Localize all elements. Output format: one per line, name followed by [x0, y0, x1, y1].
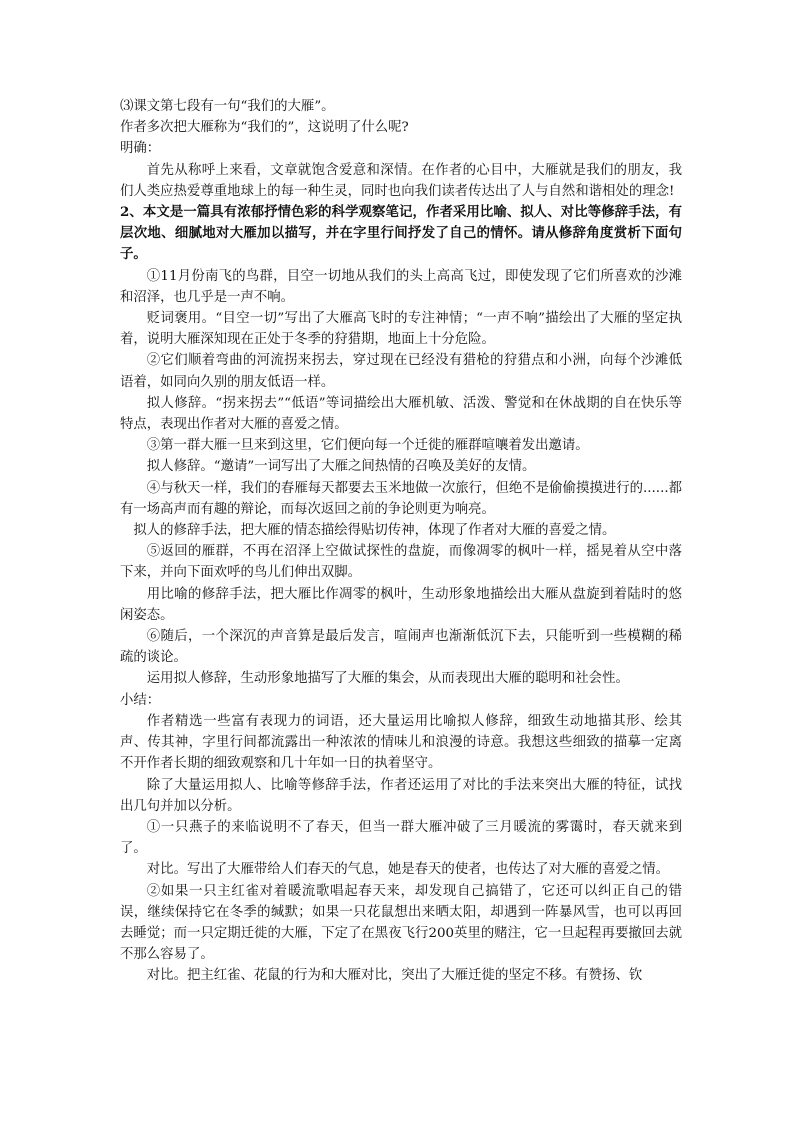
sentence-2: ②它们顺着弯曲的河流拐来拐去，穿过现在已经没有猎枪的狩猎点和小洲，向每个沙滩低语着，如同向久别的朋友低语一样。 — [120, 353, 682, 390]
contrast-analysis-1: 对比。写出了大雁带给人们春天的气息，她是春天的使者，也传达了对大雁的喜爱之情。 — [146, 862, 670, 878]
summary-text: 作者精选一些富有表现力的词语，还大量运用比喻拟人修辞，细致生动地描其形、绘其声、传其神，字里行间都流露出一种浓浓的情味儿和浪漫的诗意。我想这些细致的描摹一定离不开作者长期的细致观察和几十年如一日的执着坚守。 — [120, 713, 682, 772]
analysis-1: 贬词褒用。“目空一切”写出了大雁高飞时的专注神情；“一声不响”描绘出了大雁的坚定执着，说明大雁深知现在正处于冬季的狩猎期，地面上十分危险。 — [120, 311, 682, 348]
document-page — [120, 96, 682, 987]
item-2-intro: 2、本文是一篇具有浓郁抒情色彩的科学观察笔记，作者采用比喻、拟人、对比等修辞手法，有层次地、细腻地对大雁加以描写，并在字里行间抒发了自己的情怀。请从修辞角度赏析下面句子。 — [120, 204, 682, 263]
sentence-4: ④与秋天一样，我们的春雁每天都要去玉米地做一次旅行，但绝不是偷偷摸摸进行的......都有一场高声而有趣的辩论，而每次返回之前的争论则更为响亮。 — [120, 480, 682, 517]
contrast-sentence-2: ②如果一只主红雀对着暖流歌唱起春天来，却发现自己搞错了，它还可以纠正自己的错误，继续保持它在冬季的缄默；如果一只花鼠想出来晒太阳，却遇到一阵暴风雪，也可以再回去睡觉；而一只定期迁徙的大雁，下定了在黑夜飞行200英里的赌注，它一旦起程再要撤回去就不那么容易了。 — [120, 883, 682, 963]
summary-label: 小结： — [120, 692, 161, 708]
analysis-4: 拟人的修辞手法，把大雁的情态描绘得贴切传神，体现了作者对大雁的喜爱之情。 — [133, 523, 616, 539]
sentence-3: ③第一群大雁一旦来到这里，它们便向每一个迁徙的雁群喧嚷着发出邀请。 — [146, 438, 589, 454]
analysis-3: 拟人修辞。“邀请”一词写出了大雁之间热情的召唤及美好的友情。 — [146, 459, 536, 475]
sentence-5: ⑤返回的雁群，不再在沼泽上空做试探性的盘旋，而像凋零的枫叶一样，摇晃着从空中落下来，并向下面欢呼的鸟儿们伸出双脚。 — [120, 544, 682, 581]
contrast-analysis-2: 对比。把主红雀、花鼠的行为和大雁对比，突出了大雁迁徙的坚定不移。有赞扬、钦 — [146, 968, 643, 984]
clarify-label: 明确： — [120, 141, 161, 157]
question-3-ask: 作者多次把大雁称为“我们的”，这说明了什么呢? — [120, 120, 409, 136]
analysis-6: 运用拟人修辞，生动形象地描写了大雁的集会，从而表现出大雁的聪明和社会性。 — [146, 671, 629, 687]
sentence-6: ⑥随后，一个深沉的声音算是最后发言，喧闹声也渐渐低沉下去，只能听到一些模糊的稀疏的谈论。 — [120, 629, 682, 666]
contrast-intro: 除了大量运用拟人、比喻等修辞手法，作者还运用了对比的手法来突出大雁的特征，试找出几句并加以分析。 — [120, 777, 682, 814]
clarify-text: 首先从称呼上来看，文章就饱含爱意和深情。在作者的心目中，大雁就是我们的朋友，我们人类应热爱尊重地球上的每一种生灵，同时也向我们读者传达出了人与自然和谐相处的理念! — [120, 162, 682, 199]
contrast-sentence-1: ①一只燕子的来临说明不了春天，但当一群大雁冲破了三月暖流的雾霭时，春天就来到了。 — [120, 819, 682, 857]
question-3: ⑶课文第七段有一句“我们的大雁”。 — [120, 99, 335, 114]
sentence-1: ①11月份南飞的鸟群，目空一切地从我们的头上高高飞过，即使发现了它们所喜欢的沙滩和沼泽，也几乎是一声不响。 — [120, 268, 682, 305]
analysis-5: 用比喻的修辞手法，把大雁比作凋零的枫叶，生动形象地描绘出大雁从盘旋到着陆时的悠闲姿态。 — [120, 586, 682, 623]
analysis-2: 拟人修辞。“拐来拐去”“低语”等词描绘出大雁机敏、活泼、警觉和在休战期的自在快乐等特点，表现出作者对大雁的喜爱之情。 — [120, 395, 682, 433]
